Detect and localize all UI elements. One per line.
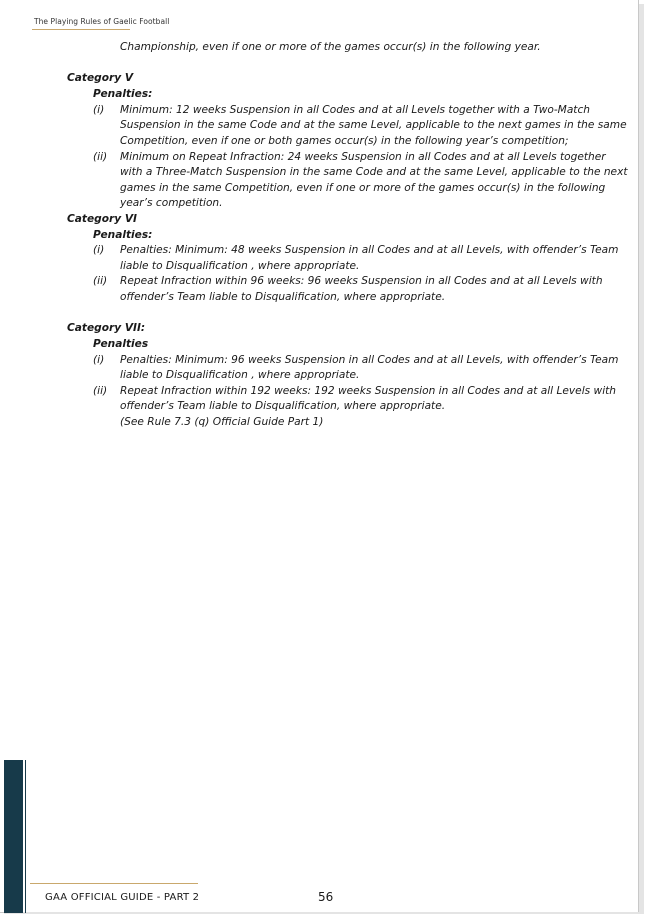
category-vi-heading: Category VI [67,213,137,225]
category-v-heading: Category V [67,72,134,84]
footer-side-line [25,760,26,913]
category-v-item-1-line-2: Suspension in the same Code and at the same Level, applicable to the next games in the same [120,119,627,131]
category-vii-item-2-numeral: (ii) [93,385,108,397]
category-vi-item-1-numeral: (i) [93,244,105,256]
footer-guide-label: GAA OFFICIAL GUIDE - PART 2 [45,892,200,903]
category-v-penalties-label: Penalties: [93,88,153,100]
category-v-item-1-line-3: Competition, even if one or both games occur(s) in the following year’s competition; [120,135,569,147]
category-vi-item-2-line-2: offender’s Team liable to Disqualification, where appropriate. [120,291,446,303]
category-vii-item-1-numeral: (i) [93,354,105,366]
category-v-item-1-line-1: Minimum: 12 weeks Suspension in all Codes and at all Levels together with a Two-Match [120,104,590,116]
category-vi-penalties-label: Penalties: [93,229,153,241]
footer-rule [30,883,198,884]
category-v-item-2-numeral: (ii) [93,151,108,163]
category-v-item-2-line-2: with a Three-Match Suspension in the same Code and at the same Level, applicable to the next [120,166,628,178]
category-vi-item-2-numeral: (ii) [93,275,108,287]
category-vii-heading: Category VII: [67,322,146,334]
running-header: The Playing Rules of Gaelic Football [34,17,170,26]
footer-side-bar [4,760,23,913]
continuation-text: Championship, even if one or more of the games occur(s) in the following year. [120,41,541,53]
page-shadow-right [639,4,644,914]
category-vii-penalties-label: Penalties [93,338,149,350]
category-vi-item-2-line-1: Repeat Infraction within 96 weeks: 96 weeks Suspension in all Codes and at all Levels with [120,275,603,287]
category-vi-item-1-line-1: Penalties: Minimum: 48 weeks Suspension in all Codes and at all Levels, with offender’s Team [120,244,619,256]
category-v-item-2-line-4: year’s competition. [120,197,223,209]
category-v-item-2-line-3: games in the same Competition, even if one or more of the games occur(s) in the following [120,182,606,194]
header-rule [32,29,130,30]
category-vii-item-1-line-2: liable to Disqualification , where appropriate. [120,369,360,381]
category-vii-item-2-line-1: Repeat Infraction within 192 weeks: 192 weeks Suspension in all Codes and at all Levels with [120,385,617,397]
category-vii-item-2-line-3: (See Rule 7.3 (q) Official Guide Part 1) [120,416,324,428]
page-number: 56 [318,890,334,904]
category-vii-item-2-line-2: offender’s Team liable to Disqualification, where appropriate. [120,400,446,412]
category-vii-item-1-line-1: Penalties: Minimum: 96 weeks Suspension in all Codes and at all Levels, with offender’s Team [120,354,619,366]
category-vi-item-1-line-2: liable to Disqualification , where appropriate. [120,260,360,272]
category-v-item-2-line-1: Minimum on Repeat Infraction: 24 weeks Suspension in all Codes and at all Levels together [120,151,606,163]
category-v-item-1-numeral: (i) [93,104,105,116]
